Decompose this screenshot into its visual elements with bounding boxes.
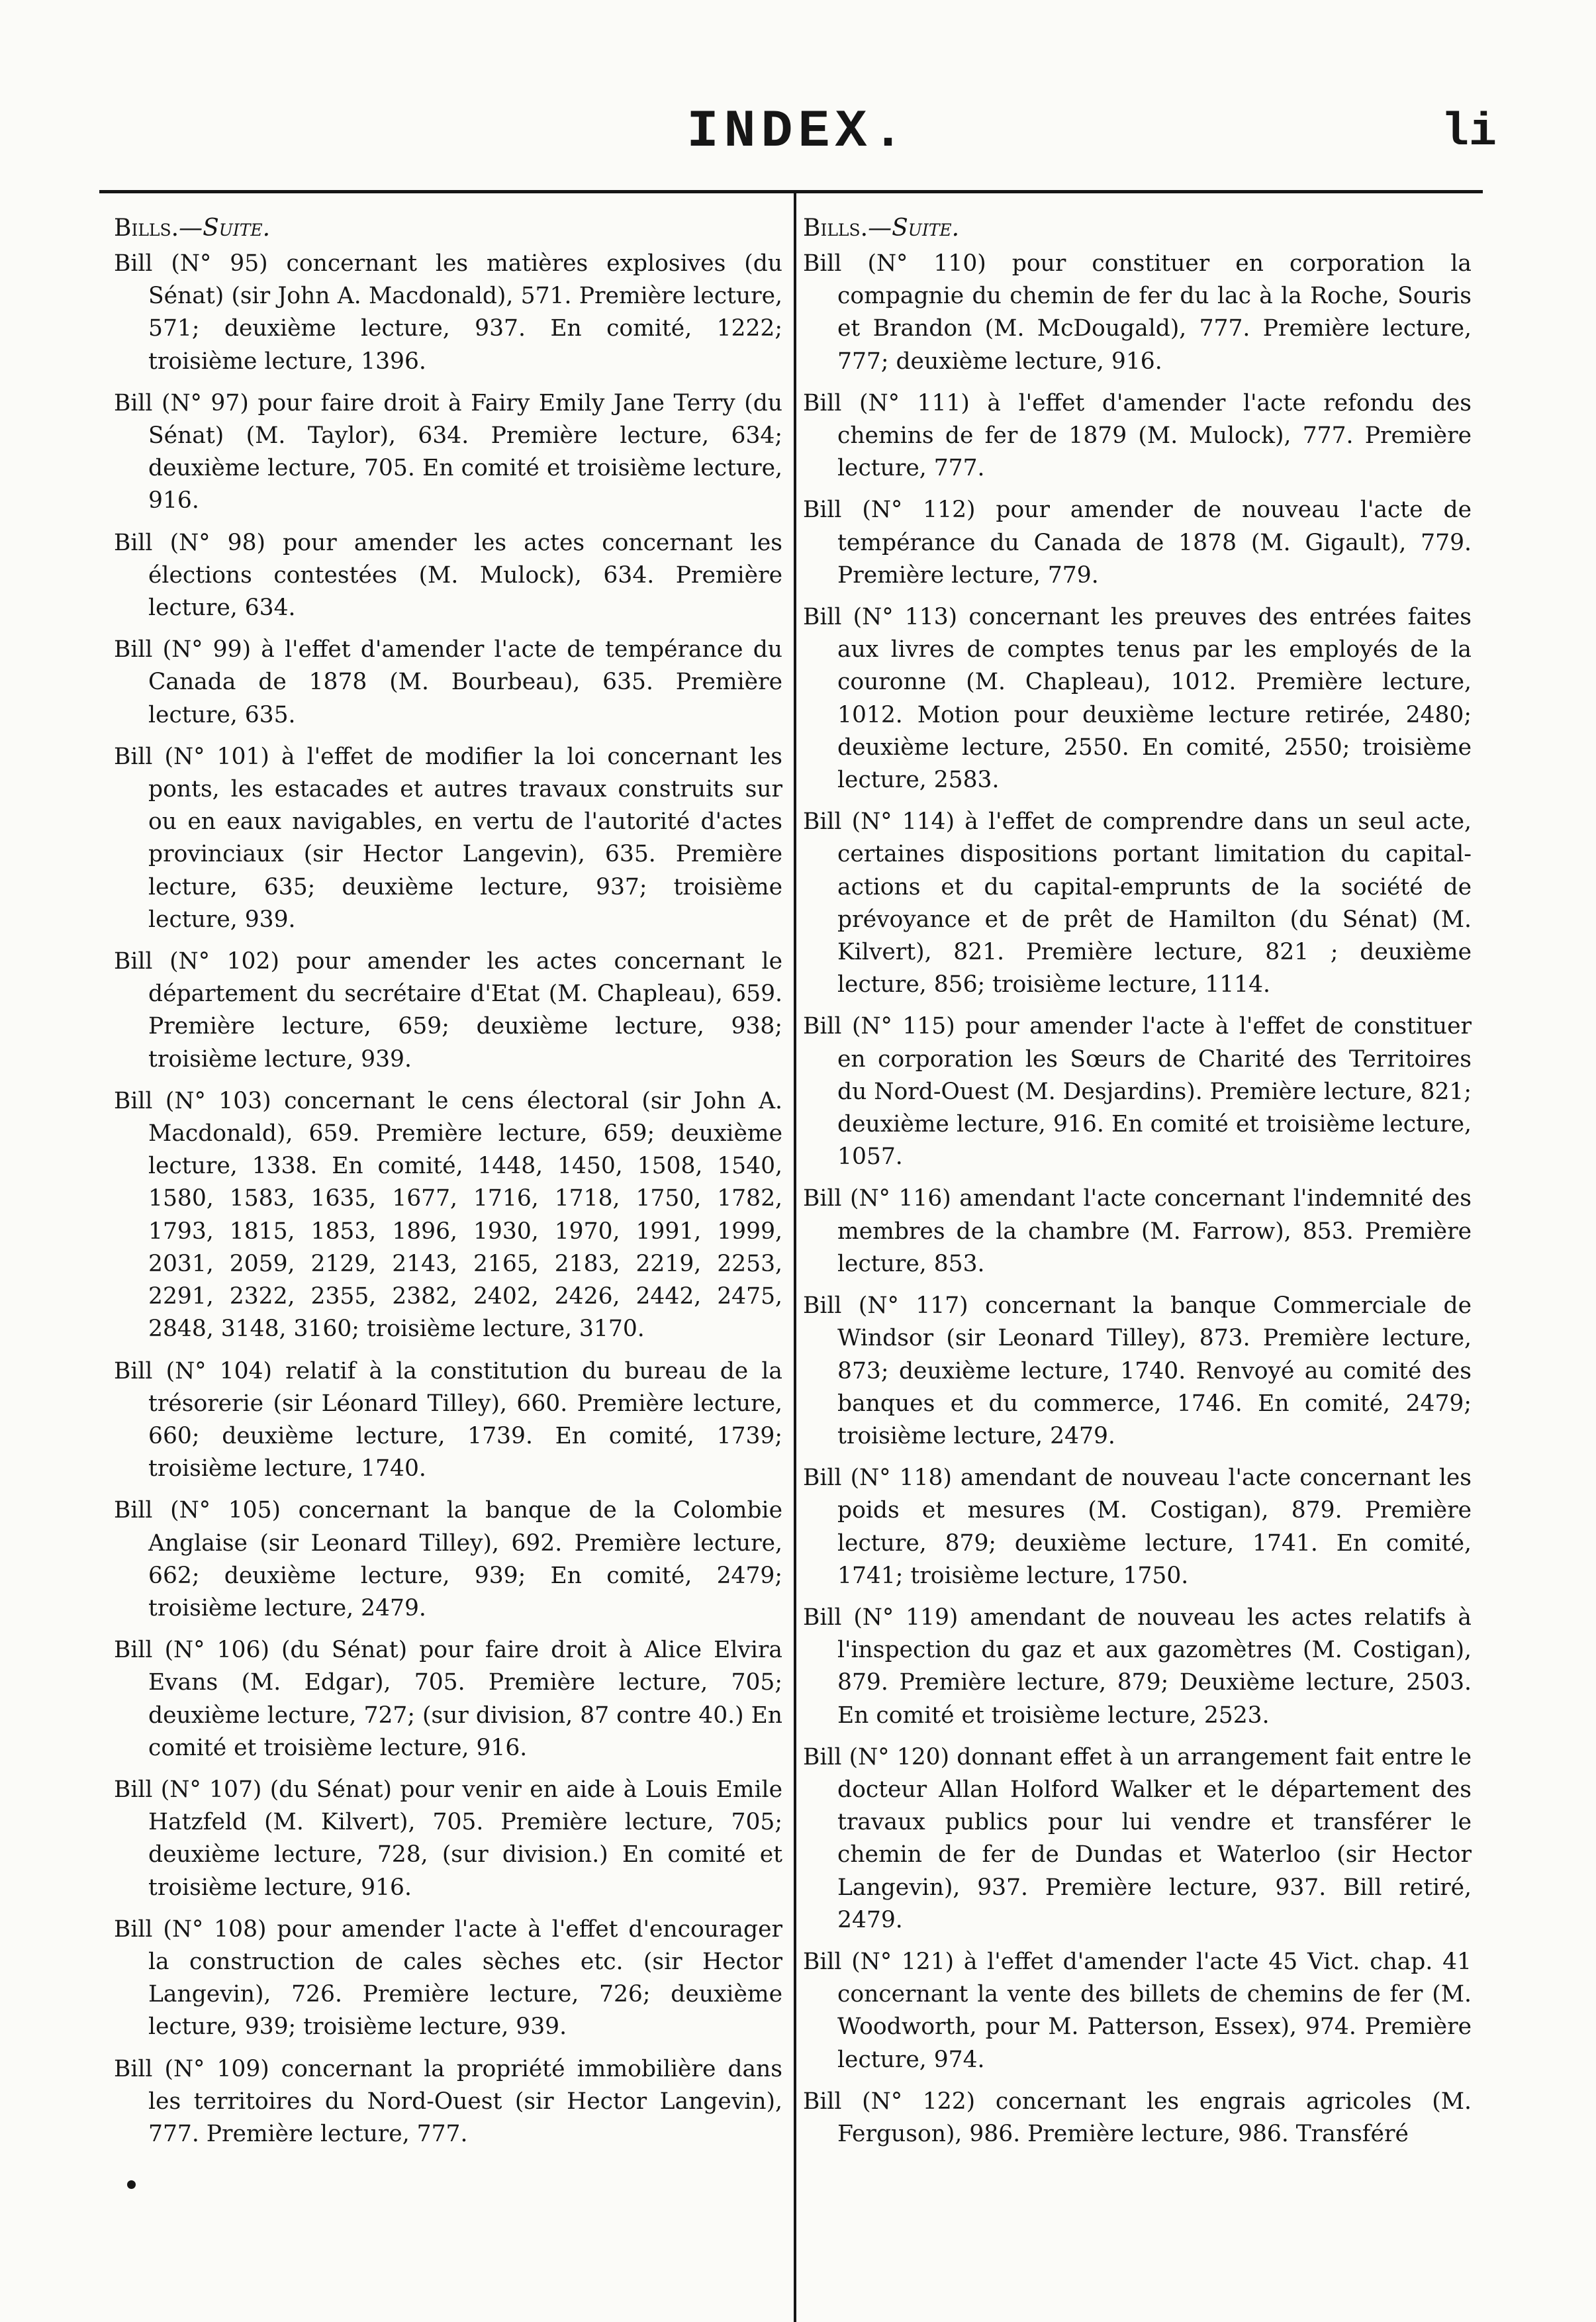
index-entry-bill-108: Bill (N° 108) pour amender l'acte à l'effet d'encourager la construction de cales sèches etc. (sir Hector Langevin), 726. Première lecture, 726; deuxième lecture, 939; troisième lecture, 939. xyxy=(114,1915,782,2041)
index-entry-bill-101: Bill (N° 101) à l'effet de modifier la loi concernant les ponts, les estacades et autres travaux construits sur ou en eaux navigables, en vertu de l'autorité d'actes provinciaux (sir Hector Langevin), 635. Première lecture, 635; deuxième lecture, 937; troisième lecture, 939. xyxy=(114,743,782,933)
index-entry-bill-106: Bill (N° 106) (du Sénat) pour faire droit à Alice Elvira Evans (M. Edgar), 705. Première lecture, 705; deuxième lecture, 727; (sur division, 87 contre 40.) En comité et troisième lecture, 916. xyxy=(114,1637,782,1761)
index-entry-bill-118: Bill (N° 118) amendant de nouveau l'acte concernant les poids et mesures (M. Costigan), 879. Première lecture, 879; deuxième lecture, 1741. En comité, 1741; troisième lecture, 1750. xyxy=(803,1465,1472,1589)
section-label: Bills. xyxy=(803,215,868,242)
section-label: Bills. xyxy=(114,215,179,242)
index-entry-bill-114: Bill (N° 114) à l'effet de comprendre dans un seul acte, certaines dispositions portant limitation du capital-actions et du capital-emprunts de la société de prévoyance et de prêt de Hamilton (du Sénat) (M. Kilvert), 821. Première lecture, 821 ; deuxième lecture, 856; troisième lecture, 1114. xyxy=(803,808,1472,998)
index-entry-bill-117: Bill (N° 117) concernant la banque Commerciale de Windsor (sir Leonard Tilley), 873. Première lecture, 873; deuxième lecture, 1740. Renvoyé au comité des banques et du commerce, 1746. En comité, 2479; troisième lecture, 2479. xyxy=(803,1292,1472,1449)
index-entry-bill-110: Bill (N° 110) pour constituer en corporation la compagnie du chemin de fer du lac à la Roche, Souris et Brandon (M. McDougald), 777. Première lecture, 777; deuxième lecture, 916. xyxy=(803,250,1472,375)
section-suffix: —Suite. xyxy=(179,215,271,242)
index-entry-bill-116: Bill (N° 116) amendant l'acte concernant l'indemnité des membres de la chambre (M. Farrow), 853. Première lecture, 853. xyxy=(803,1185,1472,1277)
page-title: INDEX. xyxy=(686,102,910,162)
column-divider xyxy=(794,193,796,2322)
index-entry-bill-111: Bill (N° 111) à l'effet d'amender l'acte refondu des chemins de fer de 1879 (M. Mulock), 777. Première lecture, 777. xyxy=(803,389,1472,482)
index-entry-bill-105: Bill (N° 105) concernant la banque de la Colombie Anglaise (sir Leonard Tilley), 692. Première lecture, 662; deuxième lecture, 939; En comité, 2479; troisième lecture, 2479. xyxy=(114,1497,782,1621)
index-entry-bill-113: Bill (N° 113) concernant les preuves des entrées faites aux livres de comptes tenus par les employés de la couronne (M. Chapleau), 1012. Première lecture, 1012. Motion pour deuxième lecture retirée, 2480; deuxième lecture, 2550. En comité, 2550; troisième lecture, 2583. xyxy=(803,604,1472,794)
index-entry-bill-107: Bill (N° 107) (du Sénat) pour venir en aide à Louis Emile Hatzfeld (M. Kilvert), 705. Première lecture, 705; deuxième lecture, 728, (sur division.) En comité et troisième lecture, 916. xyxy=(114,1776,782,1901)
index-entry-bill-99: Bill (N° 99) à l'effet d'amender l'acte de tempérance du Canada de 1878 (M. Bourbeau), 635. Première lecture, 635. xyxy=(114,636,782,728)
page-number: li xyxy=(1440,107,1497,159)
index-entry-bill-95: Bill (N° 95) concernant les matières explosives (du Sénat) (sir John A. Macdonald), 571. Première lecture, 571; deuxième lecture, 937. En comité, 1222; troisième lecture, 1396. xyxy=(114,250,782,375)
index-entry-bill-104: Bill (N° 104) relatif à la constitution du bureau de la trésorerie (sir Léonard Tilley), 660. Première lecture, 660; deuxième lecture, 1739. En comité, 1739; troisième lecture, 1740. xyxy=(114,1357,782,1482)
index-entry-bill-109: Bill (N° 109) concernant la propriété immobilière dans les territoires du Nord-Ouest (sir Hector Langevin), 777. Première lecture, 777. xyxy=(114,2055,782,2147)
header-rule xyxy=(99,190,1483,193)
index-entry-bill-120: Bill (N° 120) donnant effet à un arrangement fait entre le docteur Allan Holford Walker et le département des travaux publics pour lui vendre et transférer le chemin de fer de Dundas et Waterloo (sir Hector Langevin), 937. Première lecture, 937. Bill retiré, 2479. xyxy=(803,1743,1472,1933)
section-suffix: —Suite. xyxy=(868,215,960,242)
index-entry-bill-97: Bill (N° 97) pour faire droit à Fairy Emily Jane Terry (du Sénat) (M. Taylor), 634. Première lecture, 634; deuxième lecture, 705. En comité et troisième lecture, 916. xyxy=(114,389,782,514)
section-heading xyxy=(114,212,782,245)
right-column xyxy=(803,212,1472,2160)
index-entry-bill-119: Bill (N° 119) amendant de nouveau les actes relatifs à l'inspection du gaz et aux gazomètres (M. Costigan), 879. Première lecture, 879; Deuxième lecture, 2503. En comité et troisième lecture, 2523. xyxy=(803,1604,1472,1729)
left-column xyxy=(114,212,782,2160)
stray-mark xyxy=(127,2180,136,2189)
index-entry-bill-98: Bill (N° 98) pour amender les actes concernant les élections contestées (M. Mulock), 634. Première lecture, 634. xyxy=(114,529,782,622)
index-entry-bill-115: Bill (N° 115) pour amender l'acte à l'effet de constituer en corporation les Sœurs de Charité des Territoires du Nord-Ouest (M. Desjardins). Première lecture, 821; deuxième lecture, 916. En comité et troisième lecture, 1057. xyxy=(803,1013,1472,1171)
page-header xyxy=(0,0,1596,192)
index-entry-bill-122: Bill (N° 122) concernant les engrais agricoles (M. Ferguson), 986. Première lecture, 986. Transféré xyxy=(803,2088,1472,2147)
section-heading xyxy=(803,212,1472,245)
index-entry-bill-102: Bill (N° 102) pour amender les actes concernant le département du secrétaire d'Etat (M. Chapleau), 659. Première lecture, 659; deuxième lecture, 938; troisième lecture, 939. xyxy=(114,948,782,1073)
index-entry-bill-112: Bill (N° 112) pour amender de nouveau l'acte de tempérance du Canada de 1878 (M. Gigault), 779. Première lecture, 779. xyxy=(803,497,1472,589)
index-entry-bill-103: Bill (N° 103) concernant le cens électoral (sir John A. Macdonald), 659. Première lecture, 659; deuxième lecture, 1338. En comité, 1448, 1450, 1508, 1540, 1580, 1583, 1635, 1677, 1716, 1718, 1750, 1782, 1793, 1815, 1853, 1896, 1930, 1970, 1991, 1999, 2031, 2059, 2129, 2143, 2165, 2183, 2219, 2253, 2291, 2322, 2355, 2382, 2402, 2426, 2442, 2475, 2848, 3148, 3160; troisième lecture, 3170. xyxy=(114,1087,782,1343)
index-entry-bill-121: Bill (N° 121) à l'effet d'amender l'acte 45 Vict. chap. 41 concernant la vente des billets de chemins de fer (M. Woodworth, pour M. Patterson, Essex), 974. Première lecture, 974. xyxy=(803,1948,1472,2073)
